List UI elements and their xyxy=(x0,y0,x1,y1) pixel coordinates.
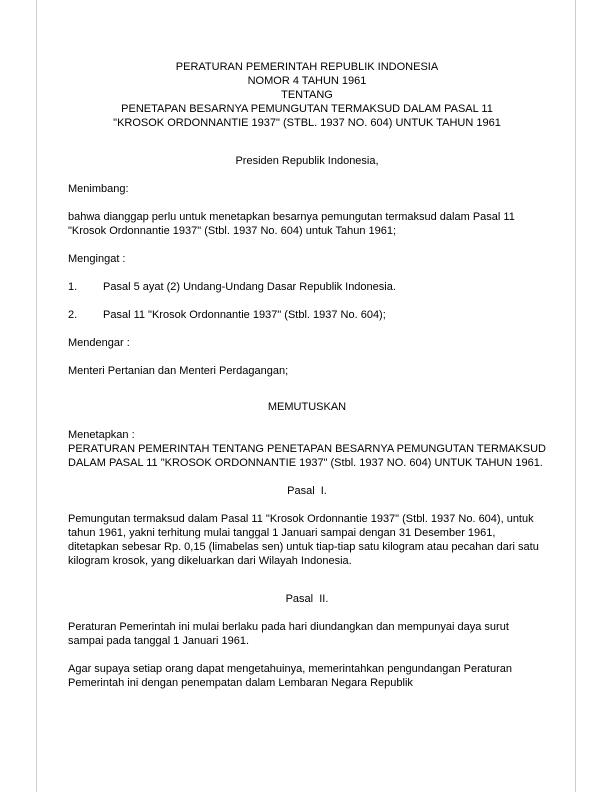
list-item-text: Pasal 5 ayat (2) Undang-Undang Dasar Republik Indonesia. xyxy=(103,281,396,293)
title-line: NOMOR 4 TAHUN 1961 xyxy=(247,75,367,87)
menimbang-label: Menimbang: xyxy=(68,183,129,195)
mendengar-text: Menteri Pertanian dan Menteri Perdagangan; xyxy=(68,365,289,377)
pasal-2-text: Peraturan Pemerintah ini mulai berlaku pada hari diundangkan dan mempunyai daya surut sampai pada tanggal 1 Januari 1961. xyxy=(68,621,509,647)
menetapkan-label: Menetapkan : xyxy=(68,429,135,441)
pasal-2-heading: Pasal II. xyxy=(285,593,329,605)
title-line: TENTANG xyxy=(281,89,333,101)
title-line: PENETAPAN BESARNYA PEMUNGUTAN TERMAKSUD DALAM PASAL 11 xyxy=(121,103,493,115)
list-item-text: Pasal 11 "Krosok Ordonnantie 1937" (Stbl. 1937 No. 604); xyxy=(103,309,386,321)
list-item-number: 2. xyxy=(68,309,78,321)
title-line: PERATURAN PEMERINTAH REPUBLIK INDONESIA xyxy=(175,61,439,73)
closing-text: Agar supaya setiap orang dapat mengetahuinya, memerintahkan pengundangan Peraturan Pemerintah ini dengan penempatan dalam Lembaran Negara Republik xyxy=(68,663,512,689)
salutation: Presiden Republik Indonesia, xyxy=(235,155,379,167)
menimbang-text: bahwa dianggap perlu untuk menetapkan besarnya pemungutan termaksud dalam Pasal 11 "Krosok Ordonnantie 1937" (Stbl. 1937 No. 604) untuk Tahun 1961; xyxy=(68,211,515,237)
pasal-1-text: Pemungutan termaksud dalam Pasal 11 "Krosok Ordonnantie 1937" (Stbl. 1937 No. 604), untuk tahun 1961, yakni terhitung mulai tanggal 1 Januari sampai dengan 31 Desember 1961, ditetapkan sebesar Rp. 0,15 (limabelas sen) untuk tiap-tiap satu kilogram atau pecahan dari satu kilogram krosok, yang dikeluarkan dari Wilayah Indonesia. xyxy=(68,513,539,567)
memutuskan-heading: MEMUTUSKAN xyxy=(267,401,347,413)
menetapkan-text: PERATURAN PEMERINTAH TENTANG PENETAPAN BESARNYA PEMUNGUTAN TERMAKSUD DALAM PASAL 11 "KROSOK ORDONNANTIE 1937" (Stbl. 1937 NO. 604) UNTUK TAHUN 1961. xyxy=(68,443,546,469)
list-item xyxy=(68,280,546,294)
document-content xyxy=(68,60,546,690)
pasal-1-heading: Pasal I. xyxy=(287,485,327,497)
title-line: "KROSOK ORDONNANTIE 1937" (STBL. 1937 NO. 604) UNTUK TAHUN 1961 xyxy=(113,117,501,129)
mendengar-label: Mendengar : xyxy=(68,337,130,349)
list-item-number: 1. xyxy=(68,281,78,293)
document-title xyxy=(68,60,546,130)
mengingat-label: Mengingat : xyxy=(68,253,126,265)
list-item xyxy=(68,308,546,322)
